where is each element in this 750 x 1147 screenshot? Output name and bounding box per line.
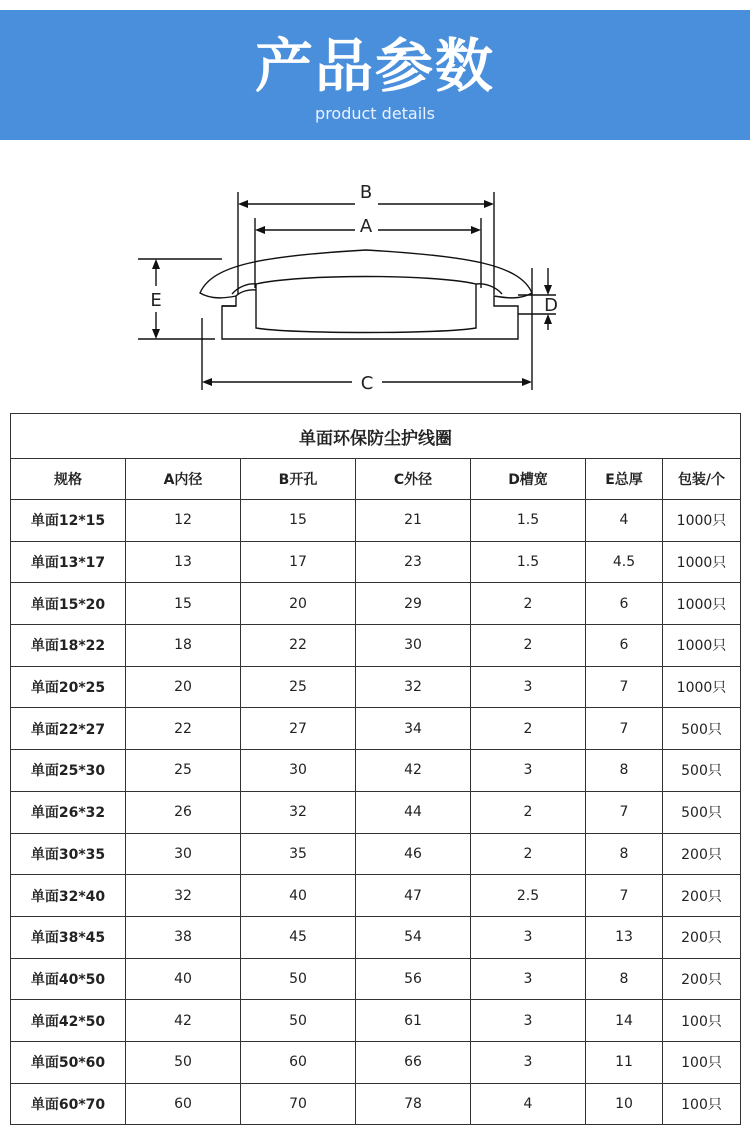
col-header-package: 包装/个 [663, 459, 741, 500]
table-row [11, 916, 741, 958]
page-title: 产品参数 [254, 32, 495, 100]
package-cell: 1000只 [663, 500, 741, 542]
package-cell: 200只 [663, 875, 741, 917]
c-arrow-left [202, 378, 212, 386]
package-cell: 100只 [663, 1000, 741, 1042]
groove-width-cell: 3 [471, 1041, 586, 1083]
spec-cell: 单面15*20 [11, 583, 126, 625]
label-d: D [544, 295, 558, 316]
inner-diameter-cell: 25 [126, 750, 241, 792]
groove-width-cell: 2 [471, 791, 586, 833]
outer-diameter-cell: 56 [356, 958, 471, 1000]
hole-cell: 70 [241, 1083, 356, 1125]
spec-cell: 单面22*27 [11, 708, 126, 750]
groove-width-cell: 4 [471, 1083, 586, 1125]
thickness-cell: 4 [586, 500, 663, 542]
inner-diameter-cell: 38 [126, 916, 241, 958]
outer-diameter-cell: 66 [356, 1041, 471, 1083]
groove-width-cell: 2 [471, 708, 586, 750]
groove-width-cell: 3 [471, 750, 586, 792]
inner-diameter-cell: 26 [126, 791, 241, 833]
hole-cell: 15 [241, 500, 356, 542]
thickness-cell: 11 [586, 1041, 663, 1083]
inner-diameter-cell: 60 [126, 1083, 241, 1125]
inner-diameter-cell: 18 [126, 625, 241, 667]
outer-diameter-cell: 46 [356, 833, 471, 875]
spec-cell: 单面25*30 [11, 750, 126, 792]
thickness-cell: 8 [586, 750, 663, 792]
spec-table [10, 413, 741, 1125]
grommet-outline [200, 250, 532, 339]
package-cell: 100只 [663, 1083, 741, 1125]
thickness-cell: 8 [586, 833, 663, 875]
hole-cell: 60 [241, 1041, 356, 1083]
col-header-spec: 规格 [11, 459, 126, 500]
header-banner [0, 10, 750, 140]
table-row [11, 625, 741, 667]
spec-cell: 单面12*15 [11, 500, 126, 542]
groove-width-cell: 3 [471, 666, 586, 708]
package-cell: 100只 [663, 1041, 741, 1083]
package-cell: 500只 [663, 791, 741, 833]
inner-diameter-cell: 50 [126, 1041, 241, 1083]
c-arrow-right [522, 378, 532, 386]
col-header-hole: B开孔 [241, 459, 356, 500]
groove-width-cell: 2 [471, 833, 586, 875]
hole-cell: 50 [241, 958, 356, 1000]
outer-diameter-cell: 61 [356, 1000, 471, 1042]
table-header-row [11, 459, 741, 500]
e-arrow-top [152, 259, 160, 269]
table-row [11, 500, 741, 542]
table-row [11, 541, 741, 583]
groove-width-cell: 1.5 [471, 500, 586, 542]
a-arrow-left [255, 226, 265, 234]
table-row [11, 708, 741, 750]
spec-cell: 单面32*40 [11, 875, 126, 917]
inner-diameter-cell: 20 [126, 666, 241, 708]
outer-diameter-cell: 54 [356, 916, 471, 958]
inner-diameter-cell: 42 [126, 1000, 241, 1042]
thickness-cell: 7 [586, 666, 663, 708]
table-row [11, 833, 741, 875]
groove-width-cell: 3 [471, 1000, 586, 1042]
col-header-inner-diameter: A内径 [126, 459, 241, 500]
hole-cell: 30 [241, 750, 356, 792]
inner-diameter-cell: 13 [126, 541, 241, 583]
table-row [11, 1041, 741, 1083]
table-row [11, 666, 741, 708]
thickness-cell: 7 [586, 875, 663, 917]
package-cell: 200只 [663, 958, 741, 1000]
outer-diameter-cell: 32 [356, 666, 471, 708]
groove-width-cell: 1.5 [471, 541, 586, 583]
table-row [11, 1083, 741, 1125]
thickness-cell: 4.5 [586, 541, 663, 583]
b-arrow-left [238, 200, 248, 208]
outer-diameter-cell: 21 [356, 500, 471, 542]
package-cell: 1000只 [663, 583, 741, 625]
hole-cell: 22 [241, 625, 356, 667]
thickness-cell: 6 [586, 625, 663, 667]
thickness-cell: 13 [586, 916, 663, 958]
page-subtitle: product details [315, 104, 435, 123]
groove-width-cell: 3 [471, 916, 586, 958]
a-arrow-right [471, 226, 481, 234]
e-arrow-bottom [152, 329, 160, 339]
inner-diameter-cell: 40 [126, 958, 241, 1000]
hole-cell: 50 [241, 1000, 356, 1042]
d-arrow-top [544, 285, 552, 295]
thickness-cell: 10 [586, 1083, 663, 1125]
hole-cell: 17 [241, 541, 356, 583]
col-header-thickness: E总厚 [586, 459, 663, 500]
inner-diameter-cell: 32 [126, 875, 241, 917]
outer-diameter-cell: 78 [356, 1083, 471, 1125]
outer-diameter-cell: 30 [356, 625, 471, 667]
inner-diameter-cell: 12 [126, 500, 241, 542]
thickness-cell: 6 [586, 583, 663, 625]
inner-diameter-cell: 15 [126, 583, 241, 625]
spec-cell: 单面42*50 [11, 1000, 126, 1042]
inner-diameter-cell: 22 [126, 708, 241, 750]
package-cell: 1000只 [663, 666, 741, 708]
hole-cell: 32 [241, 791, 356, 833]
label-b: B [359, 182, 373, 203]
package-cell: 1000只 [663, 541, 741, 583]
package-cell: 1000只 [663, 625, 741, 667]
outer-diameter-cell: 34 [356, 708, 471, 750]
label-a: A [359, 216, 373, 237]
hole-cell: 20 [241, 583, 356, 625]
spec-cell: 单面40*50 [11, 958, 126, 1000]
grommet-bore [256, 284, 476, 333]
outer-diameter-cell: 47 [356, 875, 471, 917]
spec-cell: 单面60*70 [11, 1083, 126, 1125]
table-row [11, 958, 741, 1000]
thickness-cell: 14 [586, 1000, 663, 1042]
table-row [11, 583, 741, 625]
hole-cell: 35 [241, 833, 356, 875]
spec-cell: 单面18*22 [11, 625, 126, 667]
package-cell: 500只 [663, 708, 741, 750]
spec-cell: 单面38*45 [11, 916, 126, 958]
spec-cell: 单面26*32 [11, 791, 126, 833]
thickness-cell: 7 [586, 791, 663, 833]
hole-cell: 27 [241, 708, 356, 750]
grommet-inner-rim [232, 277, 502, 295]
hole-cell: 25 [241, 666, 356, 708]
outer-diameter-cell: 29 [356, 583, 471, 625]
table-row [11, 750, 741, 792]
outer-diameter-cell: 23 [356, 541, 471, 583]
thickness-cell: 7 [586, 708, 663, 750]
spec-cell: 单面30*35 [11, 833, 126, 875]
groove-width-cell: 2.5 [471, 875, 586, 917]
b-arrow-right [484, 200, 494, 208]
label-c: C [360, 373, 374, 394]
hole-cell: 40 [241, 875, 356, 917]
outer-diameter-cell: 44 [356, 791, 471, 833]
table-row [11, 791, 741, 833]
outer-diameter-cell: 42 [356, 750, 471, 792]
package-cell: 200只 [663, 916, 741, 958]
grommet-dimension-diagram [0, 170, 750, 410]
table-row [11, 1000, 741, 1042]
groove-width-cell: 3 [471, 958, 586, 1000]
package-cell: 500只 [663, 750, 741, 792]
table-row [11, 875, 741, 917]
spec-cell: 单面13*17 [11, 541, 126, 583]
table-title: 单面环保防尘护线圈 [11, 414, 741, 459]
inner-diameter-cell: 30 [126, 833, 241, 875]
package-cell: 200只 [663, 833, 741, 875]
hole-cell: 45 [241, 916, 356, 958]
col-header-groove-width: D槽宽 [471, 459, 586, 500]
col-header-outer-diameter: C外径 [356, 459, 471, 500]
groove-width-cell: 2 [471, 625, 586, 667]
spec-cell: 单面50*60 [11, 1041, 126, 1083]
thickness-cell: 8 [586, 958, 663, 1000]
label-e: E [150, 290, 162, 311]
spec-cell: 单面20*25 [11, 666, 126, 708]
groove-width-cell: 2 [471, 583, 586, 625]
